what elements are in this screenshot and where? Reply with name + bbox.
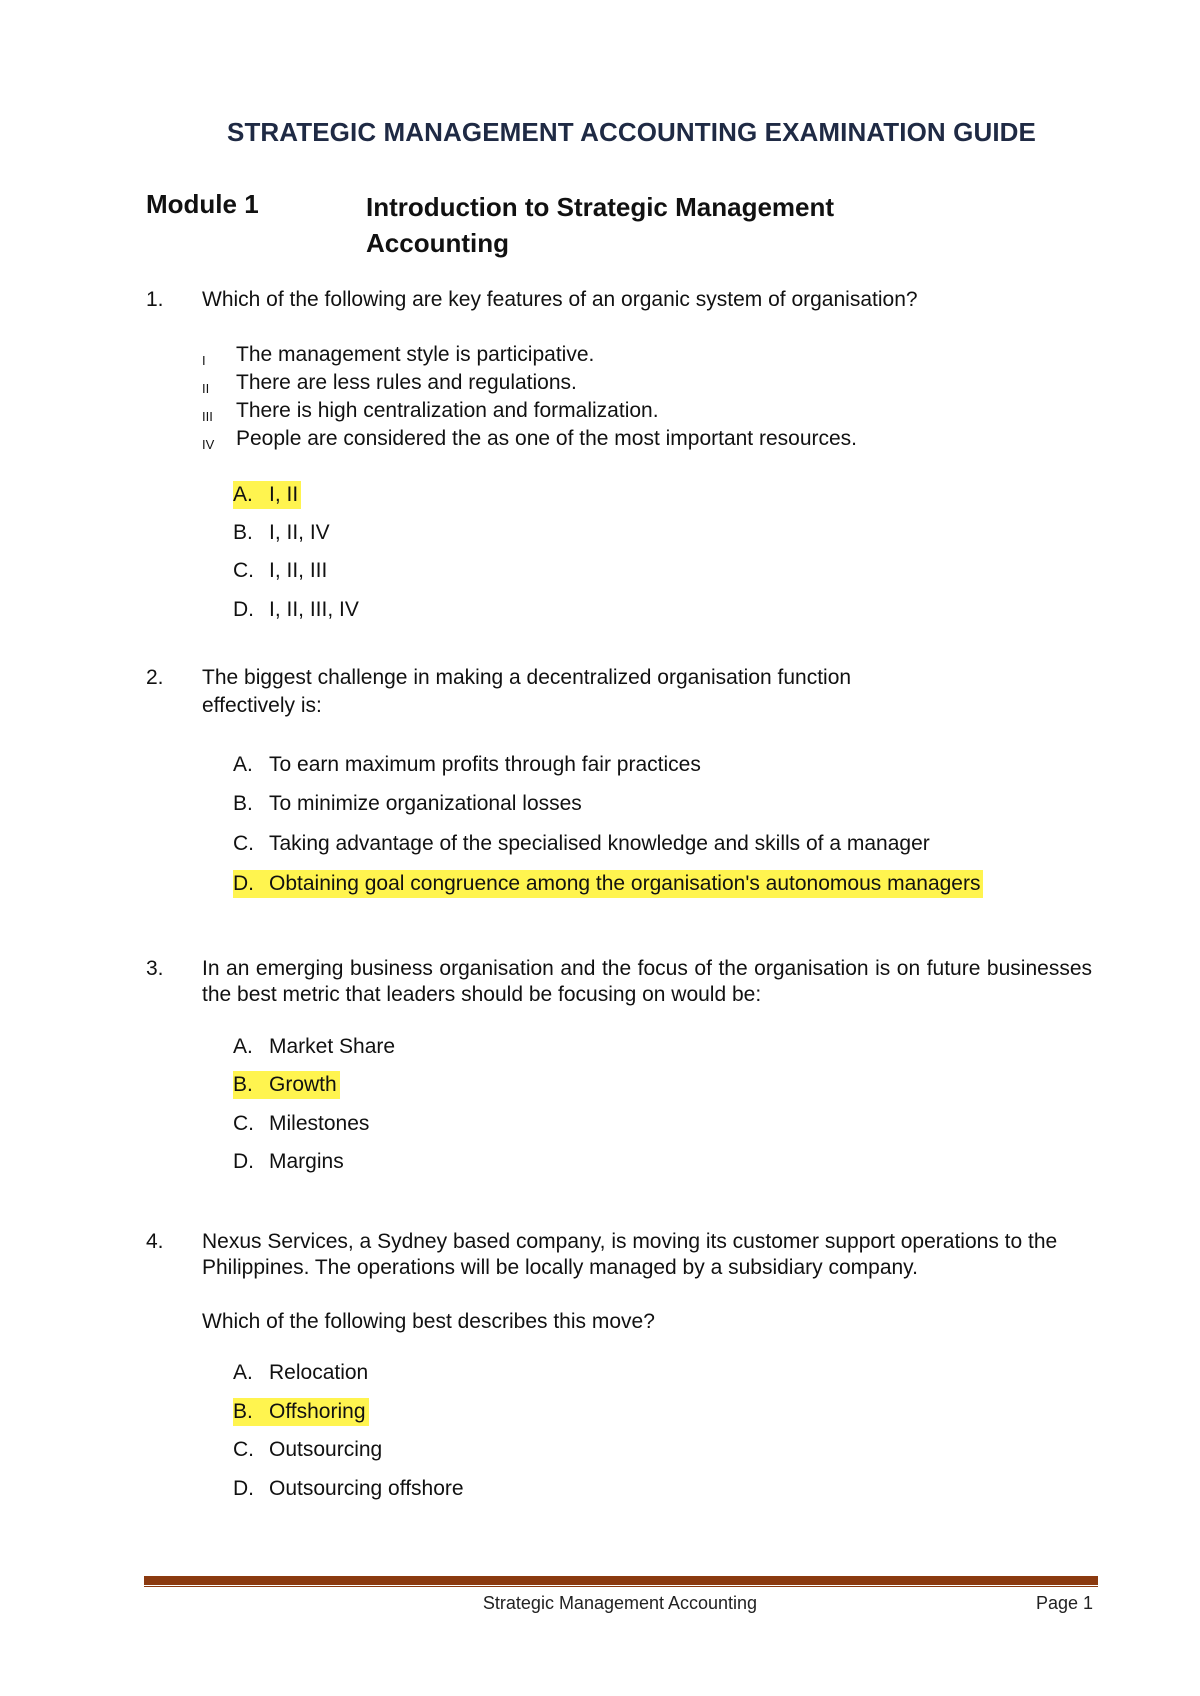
option-text: To earn maximum profits through fair practices	[269, 753, 701, 776]
question-number: 1.	[146, 288, 164, 311]
statement-numeral: II	[202, 381, 210, 396]
option-letter: B.	[233, 1073, 253, 1096]
answer-option	[233, 596, 359, 624]
page-title: STRATEGIC MANAGEMENT ACCOUNTING EXAMINATION GUIDE	[227, 117, 1036, 147]
page-number: Page 1	[1036, 1593, 1094, 1613]
option-letter: C.	[233, 1112, 254, 1135]
footer-title: Strategic Management Accounting	[482, 1593, 758, 1613]
option-letter: D.	[233, 598, 254, 621]
answer-option	[233, 790, 582, 818]
option-text: Milestones	[269, 1112, 370, 1135]
option-text: I, II	[269, 483, 299, 506]
statement-text: There are less rules and regulations.	[236, 371, 577, 394]
option-letter: A.	[233, 753, 253, 776]
option-text: I, II, IV	[269, 521, 330, 544]
answer-option	[233, 830, 930, 858]
question-text: Nexus Services, a Sydney based company, is moving its customer support operations to the Philippines. The operations will be locally managed by a subsidiary company.	[202, 1230, 1058, 1279]
option-letter: A.	[233, 483, 253, 506]
module-title: Introduction to Strategic Management Accounting	[366, 192, 835, 258]
option-letter: B.	[233, 1400, 253, 1423]
statement-text: The management style is participative.	[236, 343, 595, 366]
answer-option	[233, 557, 327, 585]
option-letter: D.	[233, 1477, 254, 1500]
statement-numeral: IV	[202, 437, 215, 452]
option-text: Offshoring	[269, 1400, 366, 1423]
option-text: Outsourcing	[269, 1438, 383, 1461]
answer-option-correct	[233, 481, 301, 509]
answer-option	[233, 1110, 369, 1138]
option-text: Obtaining goal congruence among the organisation's autonomous managers	[269, 872, 981, 895]
option-text: I, II, III	[269, 559, 328, 582]
statement-numeral: III	[202, 409, 213, 424]
answer-option	[233, 1033, 395, 1061]
question-number: 4.	[146, 1230, 164, 1253]
option-text: Relocation	[269, 1361, 369, 1384]
option-letter: A.	[233, 1035, 253, 1058]
answer-option-correct	[233, 1071, 340, 1099]
option-letter: C.	[233, 832, 254, 855]
option-letter: C.	[233, 559, 254, 582]
option-letter: C.	[233, 1438, 254, 1461]
statement-text: There is high centralization and formalization.	[236, 399, 659, 422]
option-text: Margins	[269, 1150, 344, 1173]
footer-rule	[144, 1576, 1098, 1585]
question-text-line-2: effectively is:	[202, 694, 322, 717]
option-letter: D.	[233, 1150, 254, 1173]
option-text: Taking advantage of the specialised knowledge and skills of a manager	[269, 832, 930, 855]
option-letter: B.	[233, 792, 253, 815]
answer-option-correct	[233, 1398, 369, 1426]
option-text: Market Share	[269, 1035, 396, 1058]
question-number: 2.	[146, 666, 164, 689]
option-text: I, II, III, IV	[269, 598, 359, 621]
option-text: Growth	[269, 1073, 337, 1096]
answer-option	[233, 1359, 368, 1387]
answer-option	[233, 751, 701, 779]
question-text: Which of the following are key features of an organic system of organisation?	[202, 288, 918, 311]
statement-numeral: I	[202, 353, 206, 368]
answer-option-correct	[233, 870, 983, 898]
answer-option	[233, 1475, 464, 1503]
module-number: Module 1	[146, 189, 259, 219]
question-text: In an emerging business organisation and the focus of the organisation is on future businesses the best metric that leaders should be focusing on would be:	[202, 957, 1092, 1006]
option-letter: B.	[233, 521, 253, 544]
option-letter: D.	[233, 872, 254, 895]
option-text: Outsourcing offshore	[269, 1477, 464, 1500]
question-prompt: Which of the following best describes this move?	[202, 1310, 655, 1333]
option-text: To minimize organizational losses	[269, 792, 582, 815]
option-letter: A.	[233, 1361, 253, 1384]
answer-option	[233, 1148, 344, 1176]
question-text-line-1: The biggest challenge in making a decentralized organisation function	[202, 666, 852, 689]
question-number: 3.	[146, 957, 164, 980]
statement-text: People are considered the as one of the most important resources.	[236, 427, 858, 450]
answer-option	[233, 1436, 382, 1464]
answer-option	[233, 519, 330, 547]
